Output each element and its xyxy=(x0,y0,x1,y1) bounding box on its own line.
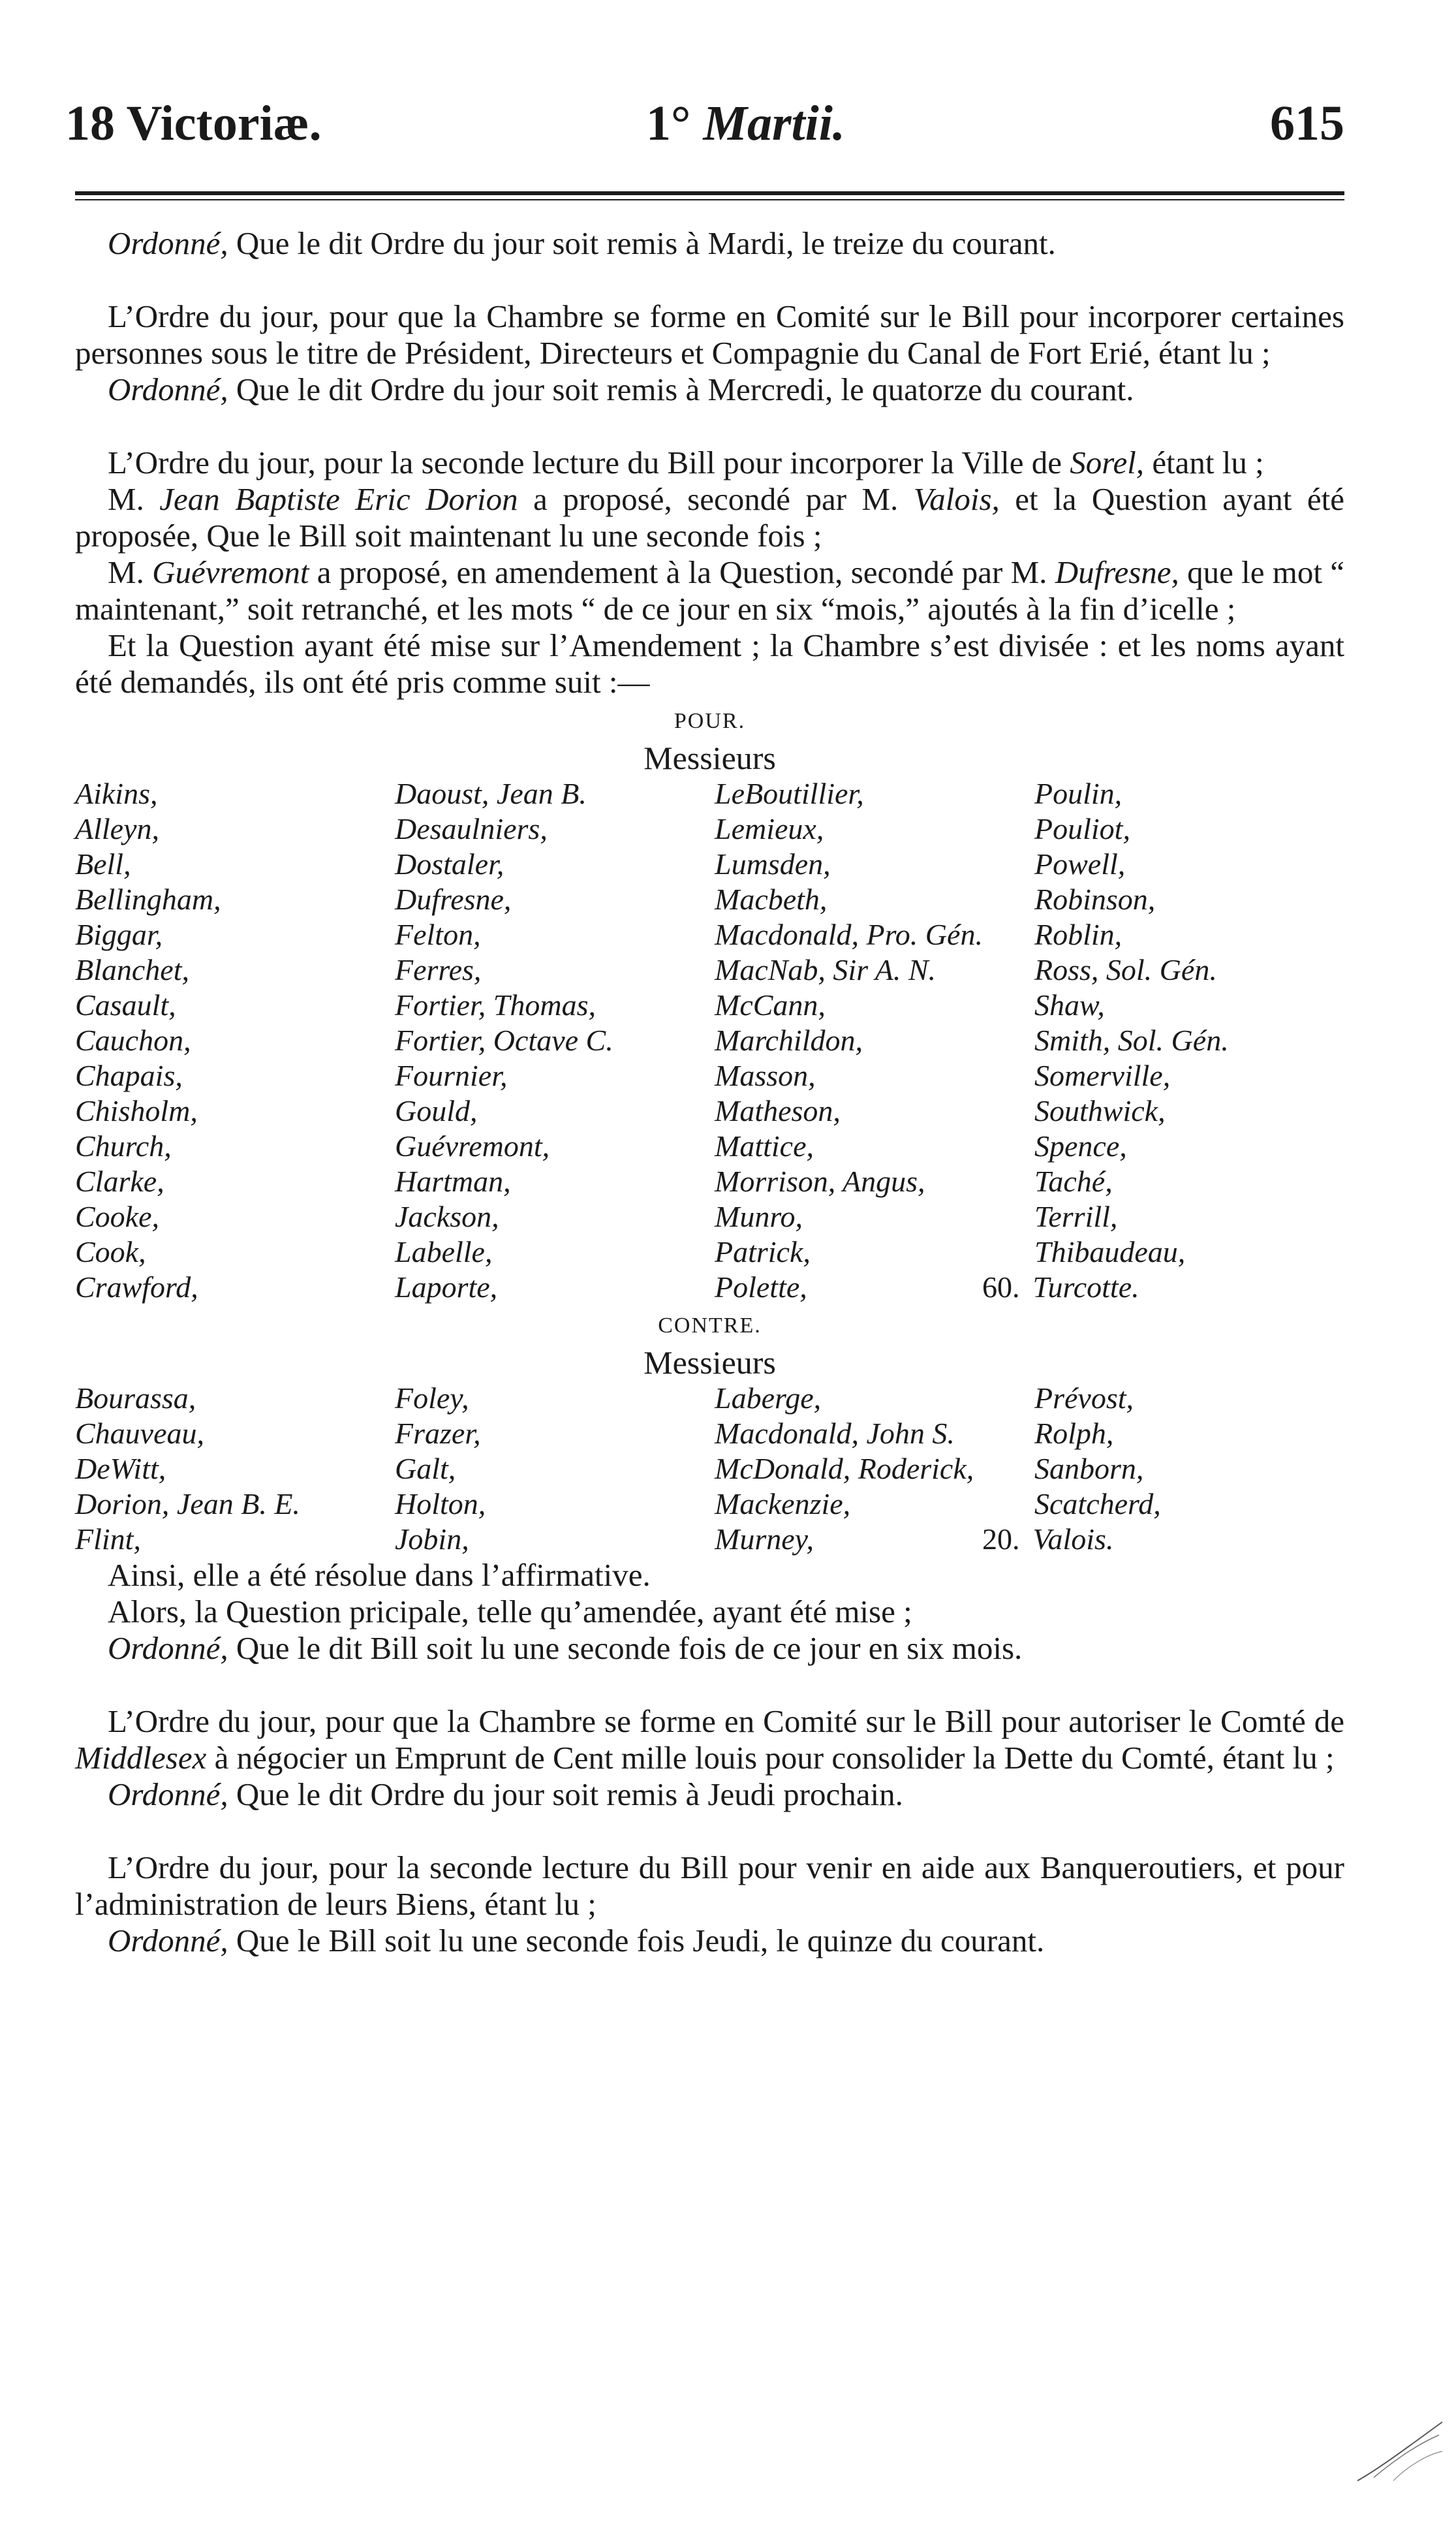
voter-name: Polette, xyxy=(715,1270,807,1304)
paragraph: L’Ordre du jour, pour la seconde lecture du Bill pour venir en aide aux Banqueroutiers, et pour l’administration de leurs Biens, étant lu ; xyxy=(75,1849,1344,1922)
voter-name: Bourassa, xyxy=(75,1381,196,1415)
voter-name: McCann, xyxy=(715,988,826,1022)
voter-name: Cook, xyxy=(75,1235,146,1268)
voter-name: Cooke, xyxy=(75,1200,160,1233)
paragraph xyxy=(75,1776,1344,1813)
voter-name: Bell, xyxy=(75,847,131,881)
paragraph xyxy=(75,554,1344,627)
running-title: 18 Victoriæ. xyxy=(65,96,322,151)
voter-name: Fortier, Thomas, xyxy=(395,988,596,1022)
italic-run: Ordonné, xyxy=(108,225,228,261)
text-run: M. xyxy=(108,481,160,517)
italic-run: Ordonné, xyxy=(108,1630,228,1666)
voter-name: Murney, xyxy=(715,1522,814,1556)
voter-name: Matheson, xyxy=(715,1094,841,1127)
voter-name: Robinson, xyxy=(1034,883,1156,916)
voter-name: Foley, xyxy=(395,1381,469,1415)
voter-name: Frazer, xyxy=(395,1417,481,1450)
vote-count: 20. xyxy=(982,1522,1020,1556)
vote-contre-messieurs: Messieurs xyxy=(643,1344,776,1381)
voter-name: Macdonald, Pro. Gén. xyxy=(715,918,983,951)
voter-name xyxy=(982,1270,1344,1305)
voter-name: Macbeth, xyxy=(715,883,828,916)
voter-name: Shaw, xyxy=(1034,988,1105,1022)
text-run: Que le Bill soit lu une seconde fois Jeudi, le quinze du courant. xyxy=(228,1923,1045,1958)
voter-name: Casault, xyxy=(75,988,176,1022)
voter-name: Gould, xyxy=(395,1094,478,1127)
text-run: L’Ordre du jour, pour que la Chambre se forme en Comité sur le Bill pour autoriser le Comté de xyxy=(108,1703,1344,1739)
text-run: a proposé, secondé par M. xyxy=(518,481,914,517)
paragraph xyxy=(75,445,1344,481)
voter-name: LeBoutillier, xyxy=(715,777,864,810)
voter-name: Cauchon, xyxy=(75,1024,191,1057)
voter-name: Taché, xyxy=(1034,1165,1113,1198)
voter-name: Chauveau, xyxy=(75,1417,205,1450)
italic-run: Ordonné, xyxy=(108,1923,228,1958)
voter-name: Desaulniers, xyxy=(395,812,548,845)
voter-name: Somerville, xyxy=(1034,1059,1171,1092)
voter-name: Hartman, xyxy=(395,1165,511,1198)
voter-name: Powell, xyxy=(1034,847,1126,881)
voter-name: Fortier, Octave C. xyxy=(395,1024,613,1057)
italic-run: Jean Baptiste Eric Dorion xyxy=(159,481,518,517)
italic-run: Ordonné, xyxy=(108,371,228,407)
italic-run: Sorel, xyxy=(1070,445,1145,480)
italic-run: Dufresne, xyxy=(1055,554,1179,590)
paragraph xyxy=(75,371,1344,408)
voter-name: Aikins, xyxy=(75,777,158,810)
text-run: Que le dit Ordre du jour soit remis à Mercredi, le quatorze du courant. xyxy=(228,371,1134,407)
page-number: 615 xyxy=(1270,96,1344,151)
voter-name: Prévost, xyxy=(1034,1381,1134,1415)
header-date-month: Martii. xyxy=(703,96,845,151)
voter-name: Munro, xyxy=(715,1200,803,1233)
voter-name: Pouliot, xyxy=(1034,812,1130,845)
paragraph: L’Ordre du jour, pour que la Chambre se forme en Comité sur le Bill pour incorporer certaines personnes sous le titre de Président, Directeurs et Compagnie du Canal de Fort Erié, étant lu ; xyxy=(75,298,1344,371)
italic-run: Ordonné, xyxy=(108,1776,228,1812)
vote-contre-names xyxy=(75,1381,1344,1557)
voter-name: Chapais, xyxy=(75,1059,183,1092)
voter-name: Mattice, xyxy=(715,1129,814,1163)
voter-name: Thibaudeau, xyxy=(1034,1235,1186,1268)
voter-name: Ross, Sol. Gén. xyxy=(1034,953,1217,986)
text-run: M. xyxy=(108,554,153,590)
paragraph xyxy=(75,1703,1344,1776)
voter-name: Mackenzie, xyxy=(715,1487,851,1520)
voter-name: Lemieux, xyxy=(715,812,824,845)
paragraph: Et la Question ayant été mise sur l’Amendement ; la Chambre s’est divisée : et les noms ayant été demandés, ils ont été pris comme suit :— xyxy=(75,627,1344,700)
paragraph xyxy=(75,1923,1344,1959)
text-run: à négocier un Emprunt de Cent mille louis pour consolider la Dette du Comté, étant lu ; xyxy=(206,1740,1335,1776)
page-header xyxy=(65,77,1344,155)
voter-name: Terrill, xyxy=(1034,1200,1118,1233)
corner-scribble-icon xyxy=(1354,2415,1446,2487)
voter-name: Smith, Sol. Gén. xyxy=(1034,1024,1229,1057)
voter-name: Scatcherd, xyxy=(1034,1487,1161,1520)
text-run: que le mot “ maintenant,” soit retranché, et les mots “ de ce jour en six “mois,” ajoutés à la fin d’icelle ; xyxy=(75,554,1344,627)
voter-name: Poulin, xyxy=(1034,777,1123,810)
voter-name: Biggar, xyxy=(75,918,163,951)
voter-name: Dostaler, xyxy=(395,847,504,881)
voter-name: Dufresne, xyxy=(395,883,512,916)
paragraph: Ainsi, elle a été résolue dans l’affirmative. xyxy=(108,1557,651,1593)
voter-name: Spence, xyxy=(1034,1129,1127,1163)
voter-name: Laberge, xyxy=(715,1381,822,1415)
text-run: L’Ordre du jour, pour la seconde lecture du Bill pour incorporer la Ville de xyxy=(108,445,1070,480)
voter-name: Fournier, xyxy=(395,1059,508,1092)
paragraph: Alors, la Question pricipale, telle qu’amendée, ayant été mise ; xyxy=(108,1594,912,1629)
text-run: étant lu ; xyxy=(1144,445,1264,480)
voter-name: Felton, xyxy=(395,918,481,951)
voter-name: DeWitt, xyxy=(75,1452,166,1485)
vote-pour-names xyxy=(75,776,1344,1305)
voter-name: Macdonald, John S. xyxy=(715,1417,955,1450)
voter-name: Marchildon, xyxy=(715,1024,863,1057)
header-date xyxy=(646,95,845,152)
text-run: Que le dit Ordre du jour soit remis à Mardi, le treize du courant. xyxy=(228,225,1056,261)
italic-run: Valois, xyxy=(913,481,1000,517)
voter-name: Dorion, Jean B. E. xyxy=(75,1487,300,1520)
voter-name: Rolph, xyxy=(1034,1417,1114,1450)
voter-name: Labelle, xyxy=(395,1235,493,1268)
voter-name: Morrison, Angus, xyxy=(715,1165,925,1198)
header-date-number: 1° xyxy=(646,96,691,151)
voter-name: Alleyn, xyxy=(75,812,159,845)
voter-name: Daoust, Jean B. xyxy=(395,777,587,810)
voter-name: McDonald, Roderick, xyxy=(715,1452,974,1485)
voter-name: Sanborn, xyxy=(1034,1452,1144,1485)
voter-name: Masson, xyxy=(715,1059,816,1092)
voter-name-text: Turcotte. xyxy=(1032,1270,1139,1304)
voter-name: Southwick, xyxy=(1034,1094,1166,1127)
voter-name: Patrick, xyxy=(715,1235,811,1268)
text-run: a proposé, en amendement à la Question, secondé par M. xyxy=(309,554,1055,590)
page-body xyxy=(75,225,1344,1959)
voter-name: Jackson, xyxy=(395,1200,499,1233)
voter-name: Chisholm, xyxy=(75,1094,198,1127)
voter-name: Jobin, xyxy=(395,1522,469,1556)
text-run: Que le dit Bill soit lu une seconde fois de ce jour en six mois. xyxy=(228,1630,1023,1666)
vote-contre-label: CONTRE. xyxy=(658,1313,762,1338)
header-rule-thick xyxy=(75,191,1344,195)
voter-name: Blanchet, xyxy=(75,953,189,986)
voter-name-text: Valois. xyxy=(1032,1522,1114,1556)
voter-name: Lumsden, xyxy=(715,847,831,881)
vote-pour-label: POUR. xyxy=(674,709,746,733)
voter-name: Roblin, xyxy=(1034,918,1123,951)
voter-name: Guévremont, xyxy=(395,1129,550,1163)
vote-count: 60. xyxy=(982,1270,1020,1304)
voter-name: Flint, xyxy=(75,1522,141,1556)
header-rule-thin xyxy=(75,199,1344,200)
voter-name: Laporte, xyxy=(395,1270,498,1304)
voter-name: Bellingham, xyxy=(75,883,221,916)
paragraph xyxy=(75,1630,1344,1667)
voter-name: Ferres, xyxy=(395,953,482,986)
voter-name xyxy=(982,1522,1344,1557)
italic-run: Guévremont xyxy=(152,554,309,590)
voter-name: MacNab, Sir A. N. xyxy=(715,953,937,986)
voter-name: Church, xyxy=(75,1129,172,1163)
paragraph xyxy=(75,481,1344,554)
italic-run: Middlesex xyxy=(75,1740,207,1776)
text-run: Que le dit Ordre du jour soit remis à Jeudi prochain. xyxy=(228,1776,903,1812)
voter-name: Holton, xyxy=(395,1487,486,1520)
voter-name: Crawford, xyxy=(75,1270,198,1304)
voter-name: Galt, xyxy=(395,1452,456,1485)
voter-name: Clarke, xyxy=(75,1165,164,1198)
vote-pour-messieurs: Messieurs xyxy=(643,740,776,776)
paragraph xyxy=(75,225,1344,262)
text-run: et la Question ayant été proposée, Que le Bill soit maintenant lu une seconde fois ; xyxy=(75,481,1344,554)
